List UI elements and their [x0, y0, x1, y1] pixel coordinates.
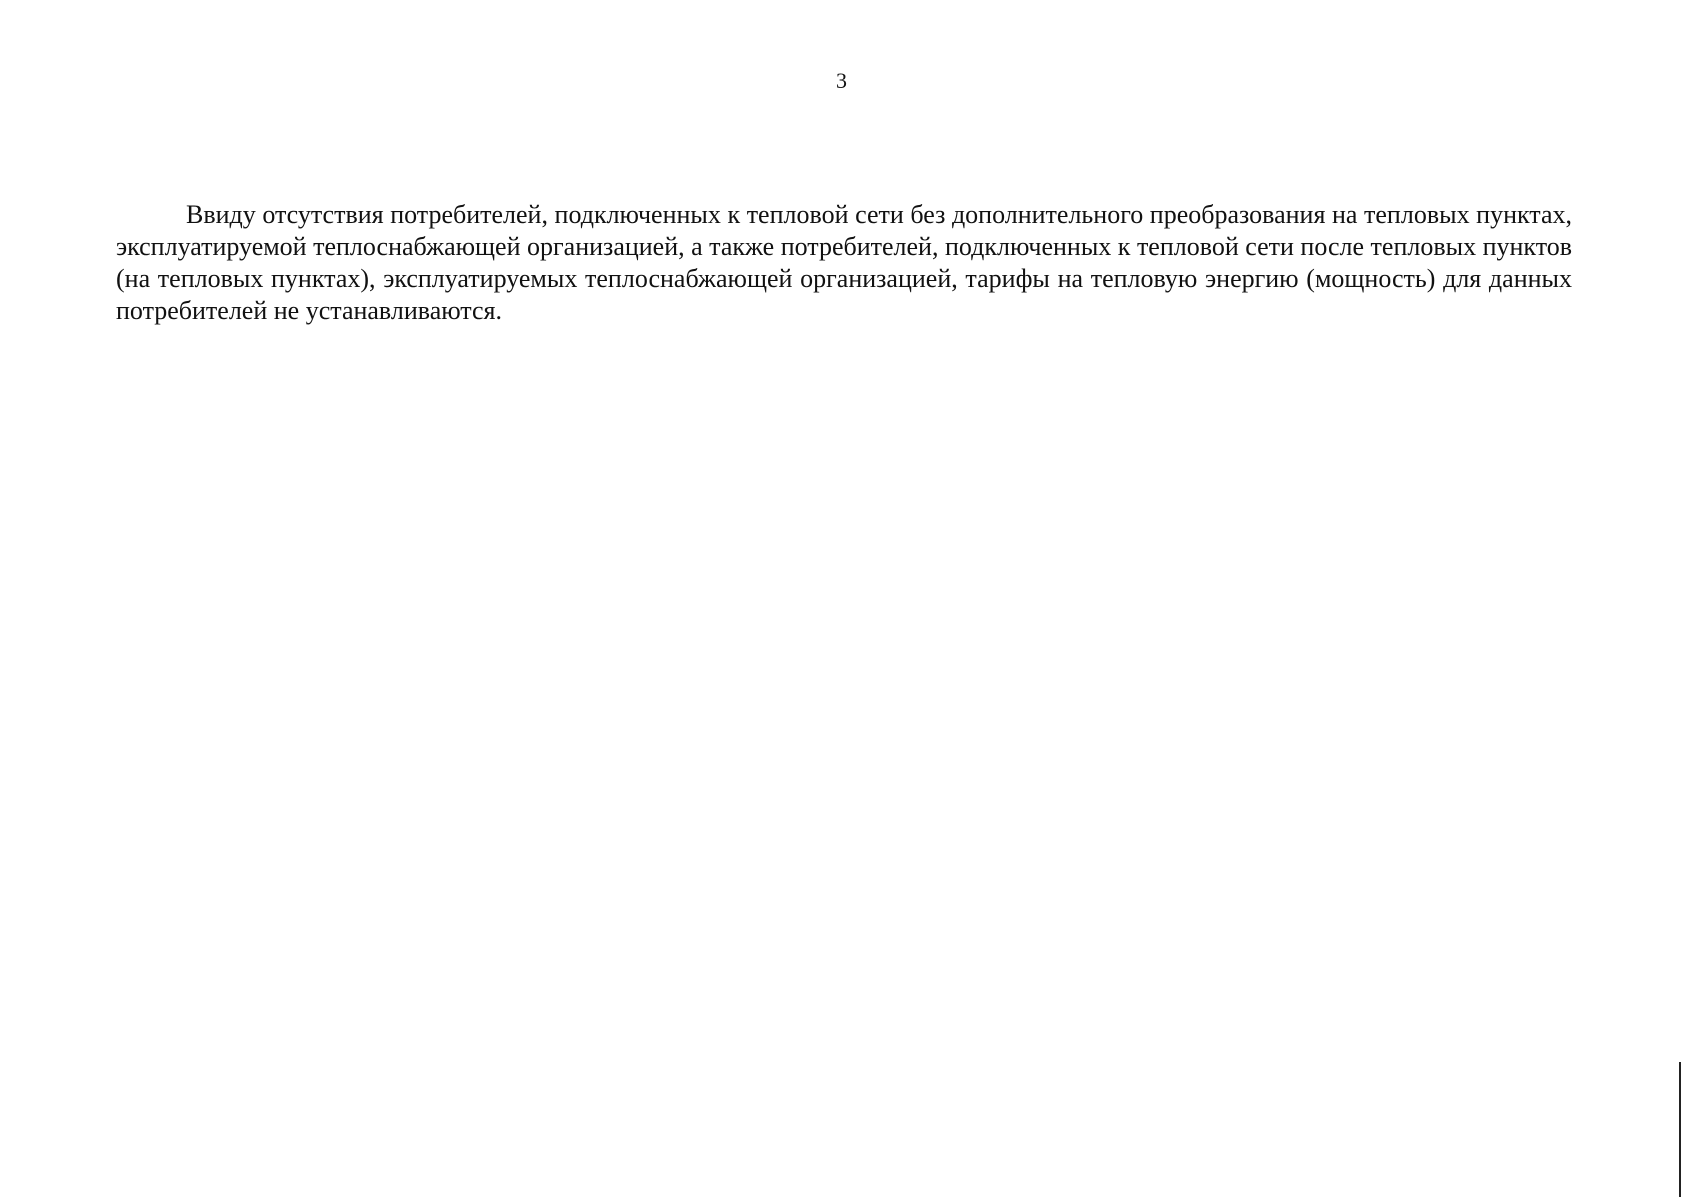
scan-edge-line: [1679, 1062, 1681, 1197]
page-number: 3: [836, 68, 847, 93]
body-paragraph: Ввиду отсутствия потребителей, подключенных к тепловой сети без дополнительного преобразования на тепловых пунктах, эксплуатируемой теплоснабжающей организацией, а также потребителей, подключенных к тепловой сети после тепловых пунктов (на тепловых пунктах), эксплуатируемых теплоснабжающей организацией, тарифы на тепловую энергию (мощность) для данных потребителей не устанавливаются.: [116, 200, 1572, 325]
